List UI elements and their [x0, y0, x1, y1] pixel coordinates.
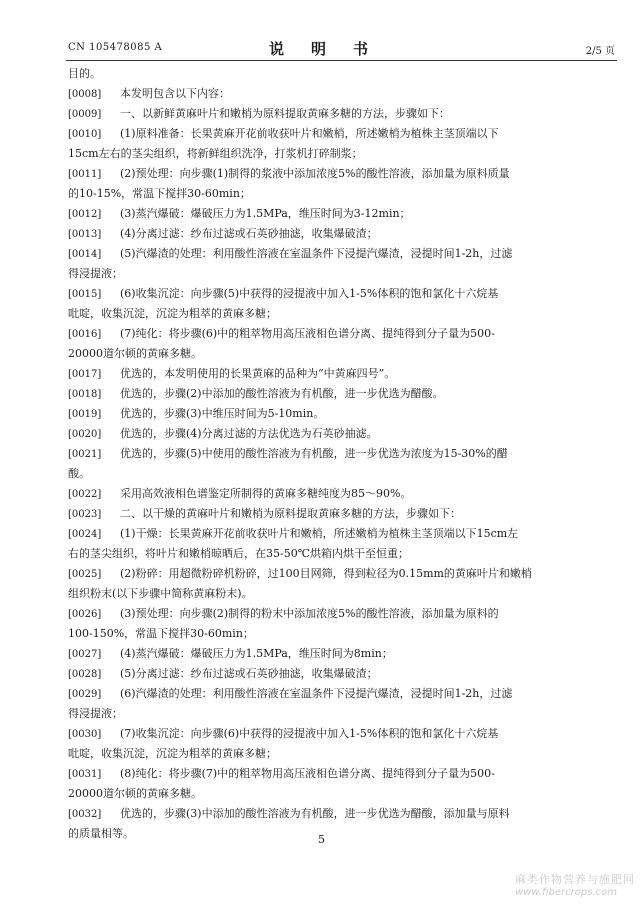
paragraph — [68, 564, 608, 604]
paragraph-text: 吡啶，收集沉淀，沉淀为粗萃的黄麻多糖； — [68, 747, 277, 760]
paragraph-text: 右的茎尖组织，将叶片和嫩梢晾晒后，在35-50℃烘箱内烘干至恒重； — [68, 547, 410, 560]
paragraph-text: 吡啶，收集沉淀，沉淀为粗萃的黄麻多糖； — [68, 307, 277, 320]
paragraph-text: (1)原料准备：长果黄麻开花前收获叶片和嫩梢，所述嫩梢为植株主茎顶端以下 — [120, 127, 499, 140]
paragraph-line — [68, 444, 608, 464]
paragraph-line — [68, 284, 608, 304]
paragraph-line — [68, 504, 608, 524]
paragraph-text: 优选的，步骤(2)中添加的酸性溶液为有机酸，进一步优选为醋酸。 — [120, 387, 444, 400]
paragraph-line — [68, 524, 608, 544]
paragraph-line — [68, 384, 608, 404]
paragraph-number: [0027] — [68, 649, 102, 660]
paragraph-text: 目的。 — [68, 67, 101, 80]
paragraph-number: [0008] — [68, 89, 102, 100]
watermark-text: 麻类作物营养与施肥网 — [515, 873, 635, 886]
paragraph — [68, 224, 608, 244]
paragraph-line — [68, 264, 608, 284]
paragraph-line — [68, 404, 608, 424]
paragraph — [68, 484, 608, 504]
paragraph-line — [68, 204, 608, 224]
paragraph-text: (6)汽爆渣的处理：利用酸性溶液在室温条件下浸提汽爆渣，浸提时间1-2h，过滤 — [120, 687, 513, 700]
page-number: 5 — [318, 833, 325, 846]
paragraph-number: [0025] — [68, 569, 102, 580]
paragraph — [68, 164, 608, 204]
paragraph-number: [0015] — [68, 289, 102, 300]
paragraph-line — [68, 84, 608, 104]
paragraph — [68, 644, 608, 664]
paragraph — [68, 764, 608, 804]
paragraph — [68, 64, 608, 84]
paragraph — [68, 244, 608, 284]
paragraph-line — [68, 724, 608, 744]
paragraph — [68, 104, 608, 124]
paragraph-number: [0032] — [68, 809, 102, 820]
paragraph-number: [0012] — [68, 209, 102, 220]
paragraph-text: (2)粉碎：用超微粉碎机粉碎，过100目网筛，得到粒径为0.15mm的黄麻叶片和嫩梢 — [120, 567, 532, 580]
paragraph-line — [68, 304, 608, 324]
paragraph-number: [0031] — [68, 769, 102, 780]
paragraph — [68, 204, 608, 224]
paragraph-text: 酸。 — [68, 467, 90, 480]
paragraph — [68, 404, 608, 424]
paragraph-line — [68, 804, 608, 824]
paragraph-text: 优选的，步骤(3)中维压时间为5-10min。 — [120, 407, 325, 420]
paragraph-line — [68, 104, 608, 124]
doc-number: CN 105478085 A — [68, 42, 163, 53]
paragraph-text: (3)蒸汽爆破：爆破压力为1.5MPa，维压时间为3-12min； — [120, 207, 411, 220]
paragraph-number: [0018] — [68, 389, 102, 400]
paragraph-line — [68, 644, 608, 664]
paragraph-text: 优选的，本发明使用的长果黄麻的品种为“中黄麻四号”。 — [120, 367, 396, 380]
paragraph — [68, 684, 608, 724]
paragraph-line — [68, 604, 608, 624]
paragraph-text: 20000道尔顿的黄麻多糖。 — [68, 787, 202, 800]
paragraph-line — [68, 744, 608, 764]
paragraph — [68, 524, 608, 564]
paragraph-text: 一、以新鲜黄麻叶片和嫩梢为原料提取黄麻多糖的方法，步骤如下： — [120, 107, 450, 120]
paragraph-line — [68, 64, 608, 84]
paragraph — [68, 124, 608, 164]
paragraph-text: 优选的，步骤(5)中使用的酸性溶液为有机酸，进一步优选为浓度为15-30%的醋 — [120, 447, 508, 460]
paragraph — [68, 444, 608, 484]
paragraph-text: 100-150%，常温下搅拌30-60min； — [68, 627, 254, 640]
paragraph-number: [0014] — [68, 249, 102, 260]
paragraph-text: (1)干燥：长果黄麻开花前收获叶片和嫩梢，所述嫩梢为植株主茎顶端以下15cm左 — [120, 527, 519, 540]
paragraph — [68, 604, 608, 644]
paragraph-line — [68, 684, 608, 704]
paragraph-line — [68, 624, 608, 644]
paragraph-text: (8)纯化：将步骤(7)中的粗萃物用高压液相色谱分离、提纯得到分子量为500- — [120, 767, 495, 780]
paragraph-text: 优选的，步骤(4)分离过滤的方法优选为石英砂抽滤。 — [120, 427, 378, 440]
paragraph-text: (5)分离过滤：纱布过滤或石英砂抽滤，收集爆破渣； — [120, 667, 378, 680]
watermark — [515, 871, 635, 898]
page-header — [0, 38, 643, 60]
paragraph-text: (5)汽爆渣的处理：利用酸性溶液在室温条件下浸提汽爆渣，浸提时间1-2h，过滤 — [120, 247, 513, 260]
paragraph-text: (4)蒸汽爆破：爆破压力为1.5MPa，维压时间为8min； — [120, 647, 393, 660]
paragraph-line — [68, 184, 608, 204]
paragraph-line — [68, 224, 608, 244]
paragraph-line — [68, 544, 608, 564]
paragraph-line — [68, 344, 608, 364]
paragraph-text: 得浸提液； — [68, 267, 123, 280]
paragraph-text: (3)预处理：向步骤(2)制得的粉末中添加浓度5%的酸性溶液，添加量为原料的 — [120, 607, 499, 620]
paragraph-number: [0028] — [68, 669, 102, 680]
paragraph — [68, 84, 608, 104]
paragraph-line — [68, 144, 608, 164]
paragraph-number: [0017] — [68, 369, 102, 380]
paragraph-text: (7)纯化：将步骤(6)中的粗萃物用高压液相色谱分离、提纯得到分子量为500- — [120, 327, 495, 340]
paragraph-line — [68, 704, 608, 724]
paragraph — [68, 724, 608, 764]
paragraph-line — [68, 784, 608, 804]
paragraph-text: 采用高效液相色谱鉴定所制得的黄麻多糖纯度为85～90%。 — [120, 487, 412, 500]
paragraph-line — [68, 324, 608, 344]
paragraph-line — [68, 124, 608, 144]
paragraph — [68, 324, 608, 364]
paragraph-text: 组织粉末(以下步骤中简称黄麻粉末)。 — [68, 587, 253, 600]
watermark-url: www.fibercrops.com — [515, 887, 617, 898]
paragraph-number: [0021] — [68, 449, 102, 460]
paragraph-number: [0030] — [68, 729, 102, 740]
paragraph-line — [68, 764, 608, 784]
paragraph-line — [68, 364, 608, 384]
paragraph — [68, 664, 608, 684]
paragraph-line — [68, 564, 608, 584]
paragraph-text: (7)收集沉淀：向步骤(6)中获得的浸提液中加入1-5%体积的饱和氯化十六烷基 — [120, 727, 499, 740]
paragraph-text: (4)分离过滤：纱布过滤或石英砂抽滤，收集爆破渣； — [120, 227, 378, 240]
paragraph-text: 二、以干燥的黄麻叶片和嫩梢为原料提取黄麻多糖的方法，步骤如下： — [120, 507, 461, 520]
paragraph-number: [0011] — [68, 169, 102, 180]
paragraph — [68, 284, 608, 324]
paragraph-number: [0010] — [68, 129, 102, 140]
paragraph — [68, 364, 608, 384]
paragraph-text: 15cm左右的茎尖组织，将新鲜组织洗净，打浆机打碎制浆； — [68, 147, 363, 160]
paragraph-line — [68, 464, 608, 484]
paragraph-line — [68, 164, 608, 184]
paragraph-text: 得浸提液； — [68, 707, 123, 720]
document-body — [68, 64, 608, 844]
paragraph — [68, 424, 608, 444]
paragraph-number: [0026] — [68, 609, 102, 620]
paragraph — [68, 504, 608, 524]
paragraph-number: [0019] — [68, 409, 102, 420]
paragraph-text: 本发明包含以下内容： — [120, 87, 230, 100]
paragraph-text: (6)收集沉淀：向步骤(5)中获得的浸提液中加入1-5%体积的饱和氯化十六烷基 — [120, 287, 499, 300]
doc-title: 说 明 书 — [268, 40, 374, 58]
paragraph-number: [0009] — [68, 109, 102, 120]
paragraph-number: [0013] — [68, 229, 102, 240]
paragraph-number: [0020] — [68, 429, 102, 440]
paragraph-number: [0023] — [68, 509, 102, 520]
paragraph-line — [68, 664, 608, 684]
paragraph-line — [68, 484, 608, 504]
paragraph-text: 的10-15%，常温下搅拌30-60min； — [68, 187, 251, 200]
paragraph-text: 优选的，步骤(3)中添加的酸性溶液为有机酸，进一步优选为醋酸，添加量与原料 — [120, 807, 510, 820]
paragraph-line — [68, 584, 608, 604]
paragraph-number: [0016] — [68, 329, 102, 340]
paragraph-line — [68, 244, 608, 264]
paragraph-text: 的质量相等。 — [68, 827, 134, 840]
page-label: 2/5 页 — [585, 46, 615, 57]
paragraph-text: (2)预处理：向步骤(1)制得的浆液中添加浓度5%的酸性溶液，添加量为原料质量 — [120, 167, 510, 180]
paragraph-text: 20000道尔顿的黄麻多糖。 — [68, 347, 202, 360]
paragraph-number: [0029] — [68, 689, 102, 700]
paragraph-number: [0022] — [68, 489, 102, 500]
paragraph-number: [0024] — [68, 529, 102, 540]
paragraph — [68, 384, 608, 404]
header-rule — [66, 60, 617, 61]
paragraph-line — [68, 424, 608, 444]
